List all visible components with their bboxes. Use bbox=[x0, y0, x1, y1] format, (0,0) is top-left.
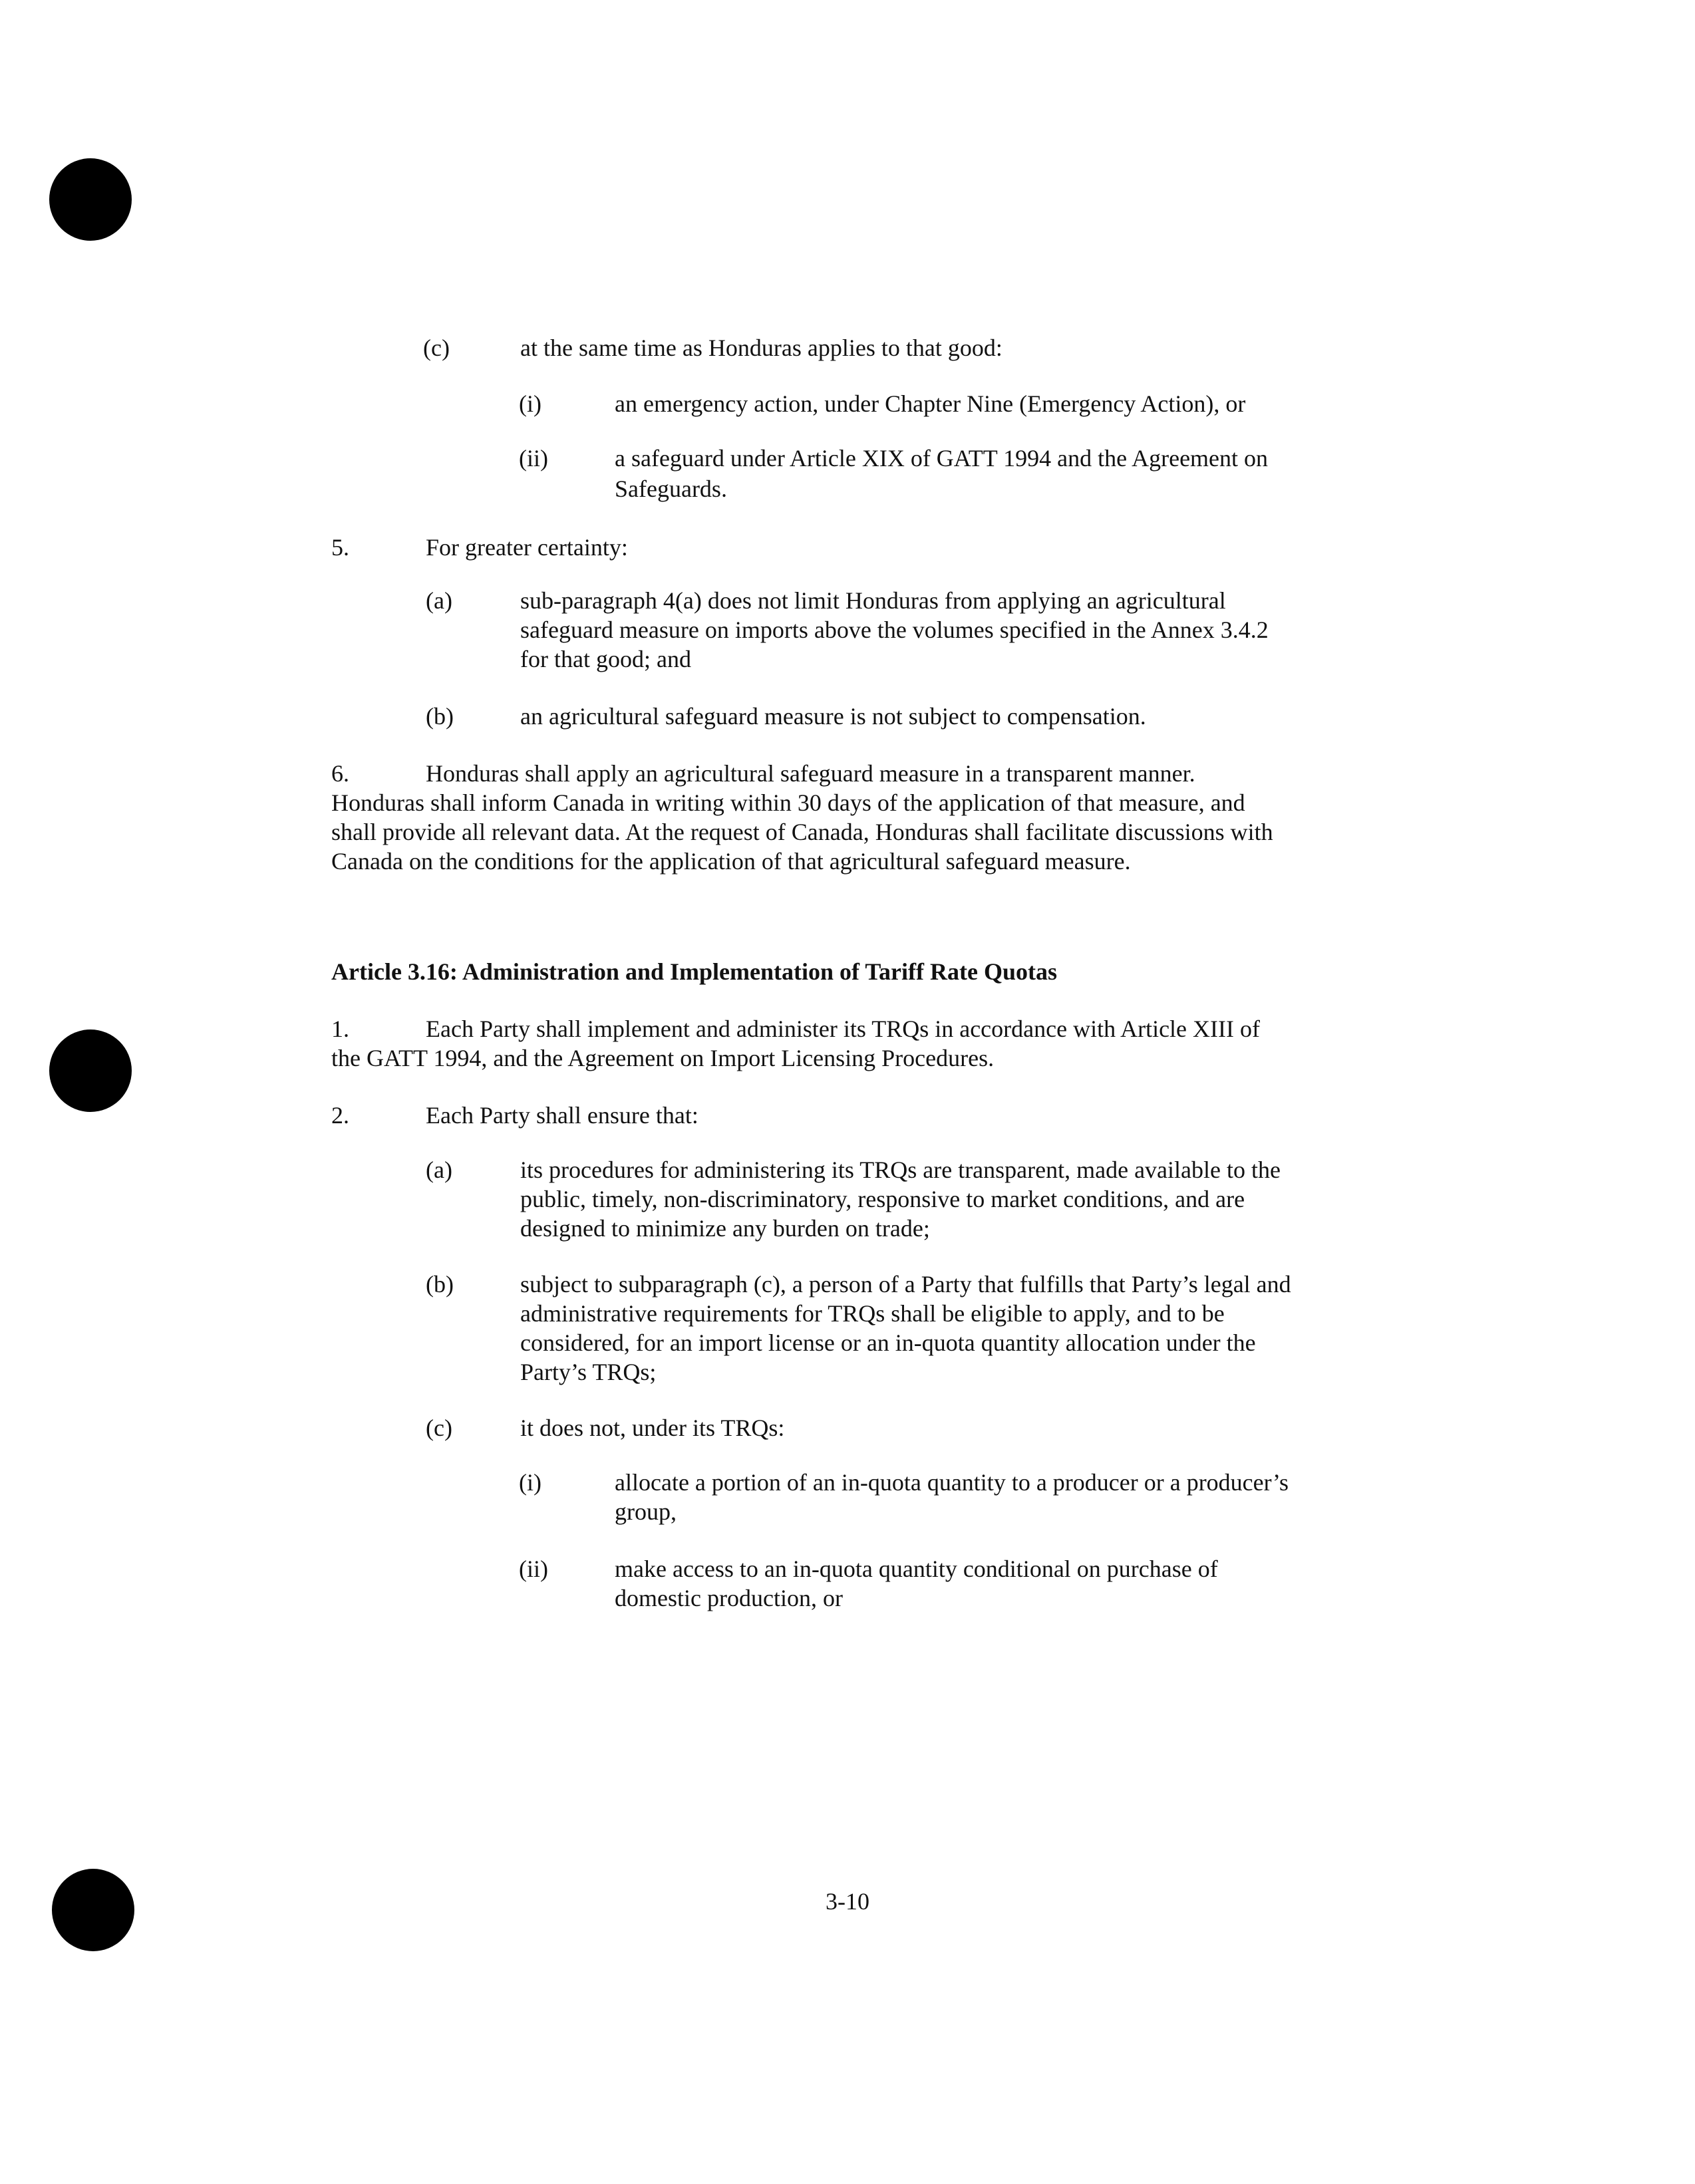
paragraph-text: shall provide all relevant data. At the request of Canada, Honduras shall facilitate discussions with bbox=[331, 819, 1273, 845]
item-text: safeguard measure on imports above the volumes specified in the Annex 3.4.2 bbox=[520, 616, 1269, 643]
binder-hole-middle bbox=[49, 1029, 132, 1112]
item-text: sub-paragraph 4(a) does not limit Honduras from applying an agricultural bbox=[520, 587, 1226, 614]
subitem-text: allocate a portion of an in-quota quantity to a producer or a producer’s bbox=[615, 1469, 1289, 1496]
paragraph-text: the GATT 1994, and the Agreement on Import Licensing Procedures. bbox=[331, 1045, 995, 1071]
subitem-label: (i) bbox=[519, 390, 541, 417]
subitem-text: domestic production, or bbox=[615, 1585, 843, 1611]
subitem-label: (ii) bbox=[519, 445, 548, 472]
subitem-text: group, bbox=[615, 1498, 677, 1525]
paragraph-text: For greater certainty: bbox=[426, 534, 628, 561]
item-text: Party’s TRQs; bbox=[520, 1359, 657, 1385]
item-text: subject to subparagraph (c), a person of a Party that fulfills that Party’s legal and bbox=[520, 1271, 1291, 1297]
article-heading: Article 3.16: Administration and Implementation of Tariff Rate Quotas bbox=[331, 958, 1057, 985]
subitem-label: (ii) bbox=[519, 1556, 548, 1582]
paragraph-text: Honduras shall apply an agricultural safeguard measure in a transparent manner. bbox=[426, 760, 1195, 787]
item-text: considered, for an import license or an in-quota quantity allocation under the bbox=[520, 1329, 1256, 1356]
subitem-text: make access to an in-quota quantity conditional on purchase of bbox=[615, 1556, 1218, 1582]
paragraph-text: Each Party shall implement and administer its TRQs in accordance with Article XIII of bbox=[426, 1016, 1260, 1042]
item-text: an agricultural safeguard measure is not subject to compensation. bbox=[520, 703, 1146, 730]
item-label: (c) bbox=[426, 1415, 452, 1441]
paragraph-number: 1. bbox=[331, 1016, 349, 1042]
item-label: (a) bbox=[426, 587, 452, 614]
paragraph-text: Each Party shall ensure that: bbox=[426, 1102, 698, 1129]
binder-hole-bottom bbox=[52, 1869, 134, 1951]
subitem-text: Safeguards. bbox=[615, 476, 727, 502]
item-text: it does not, under its TRQs: bbox=[520, 1415, 785, 1441]
binder-hole-top bbox=[49, 158, 132, 241]
paragraph-text: Canada on the conditions for the application of that agricultural safeguard measure. bbox=[331, 848, 1131, 875]
subitem-text: a safeguard under Article XIX of GATT 1994 and the Agreement on bbox=[615, 445, 1269, 472]
subitem-text: an emergency action, under Chapter Nine (Emergency Action), or bbox=[615, 390, 1246, 417]
subitem-label: (i) bbox=[519, 1469, 541, 1496]
item-label: (a) bbox=[426, 1157, 452, 1183]
paragraph-number: 6. bbox=[331, 760, 349, 787]
item-label: (b) bbox=[426, 1271, 454, 1297]
item-text: at the same time as Honduras applies to that good: bbox=[520, 335, 1002, 361]
paragraph-text: Honduras shall inform Canada in writing within 30 days of the application of that measure, and bbox=[331, 789, 1245, 816]
paragraph-number: 5. bbox=[331, 534, 349, 561]
paragraph-number: 2. bbox=[331, 1102, 349, 1129]
page-number: 3-10 bbox=[826, 1888, 869, 1915]
item-text: its procedures for administering its TRQs are transparent, made available to the bbox=[520, 1157, 1281, 1183]
item-label: (c) bbox=[423, 335, 450, 361]
item-text: designed to minimize any burden on trade; bbox=[520, 1215, 930, 1242]
item-label: (b) bbox=[426, 703, 454, 730]
item-text: administrative requirements for TRQs shall be eligible to apply, and to be bbox=[520, 1300, 1225, 1327]
item-text: public, timely, non-discriminatory, responsive to market conditions, and are bbox=[520, 1186, 1245, 1212]
item-text: for that good; and bbox=[520, 646, 691, 672]
